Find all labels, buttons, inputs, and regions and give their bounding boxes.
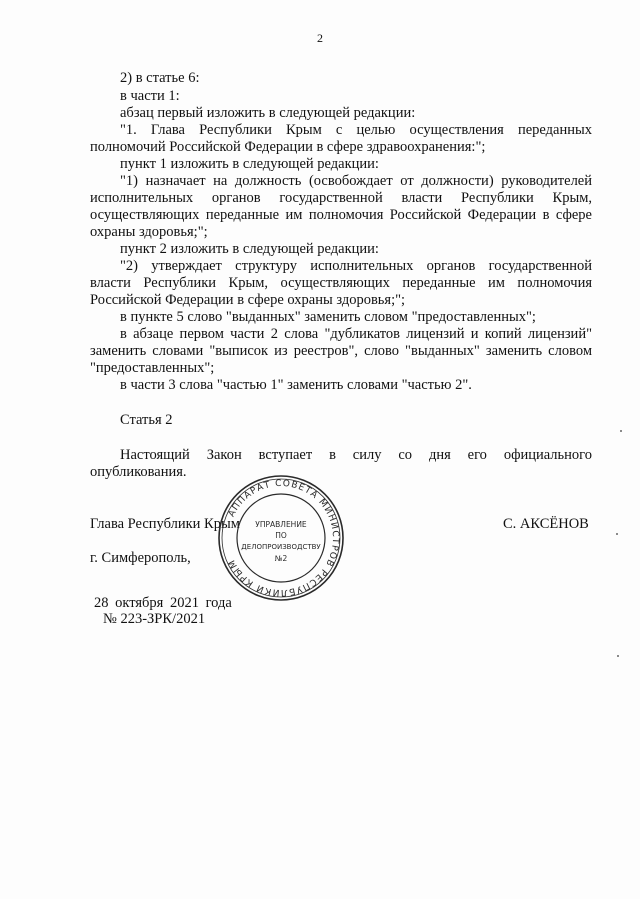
paragraph-line: 2) в статье 6: [120,70,200,86]
paragraph-line: абзац первый изложить в следующей редакции: [120,105,416,121]
paragraph-line: в абзаце первом части 2 слова "дубликатов лицензий и копий лицензий" [120,326,592,342]
stamp-center-line: №2 [274,554,288,563]
paragraph-line: "2) утверждает структуру исполнительных органов государственной [120,258,592,274]
paragraph-line: Российской Федерации в сфере охраны здоровья;"; [90,292,406,308]
paragraph-line: в части 1: [120,88,180,104]
paragraph-line: "предоставленных"; [90,360,215,376]
paragraph-line: "1. Глава Республики Крым с целью осуществления переданных [120,122,592,138]
stamp-ring-text: АППАРАТ СОВЕТА МИНИСТРОВ РЕСПУБЛИКИ КРЫМ [226,478,341,598]
page-number: 2 [317,31,323,45]
stamp-center-line: ДЕЛОПРОИЗВОДСТВУ [241,543,321,551]
law-date: 28 октября 2021 года [94,595,232,611]
paragraph-line: власти Республики Крым, осуществляющих переданные им полномочия [90,275,592,291]
article-text: опубликования. [90,464,187,480]
law-number: № 223-ЗРК/2021 [103,611,206,627]
paragraph-line: в пункте 5 слово "выданных" заменить словом "предоставленных"; [120,309,536,325]
paragraph-line: полномочий Российской Федерации в сфере здравоохранения:"; [90,139,486,155]
stamp-center-line: УПРАВЛЕНИЕ [255,520,307,529]
stamp-center-line: ПО [275,531,287,540]
paragraph-line: пункт 1 изложить в следующей редакции: [120,156,379,172]
paragraph-line: исполнительных органов государственной власти Республики Крым, [90,190,592,206]
signature-name: С. АКСЁНОВ [503,516,589,532]
scan-speck [616,533,618,535]
official-stamp [216,473,346,603]
article-heading: Статья 2 [120,412,173,428]
signature-city: г. Симферополь, [90,550,191,566]
paragraph-line: в части 3 слова "частью 1" заменить словами "частью 2". [120,377,472,393]
paragraph-line: заменить словами "выписок из реестров", слово "выданных" заменить словом [90,343,592,359]
paragraph-line: "1) назначает на должность (освобождает от должности) руководителей [120,173,592,189]
signature-title: Глава Республики Крым [90,516,240,532]
paragraph-line: охраны здоровья;"; [90,224,208,240]
scan-speck [620,430,622,432]
scan-speck [617,655,619,657]
paragraph-line: осуществляющих переданные им полномочия Российской Федерации в сфере [90,207,592,223]
article-text: Настоящий Закон вступает в силу со дня его официального [120,447,592,463]
paragraph-line: пункт 2 изложить в следующей редакции: [120,241,379,257]
